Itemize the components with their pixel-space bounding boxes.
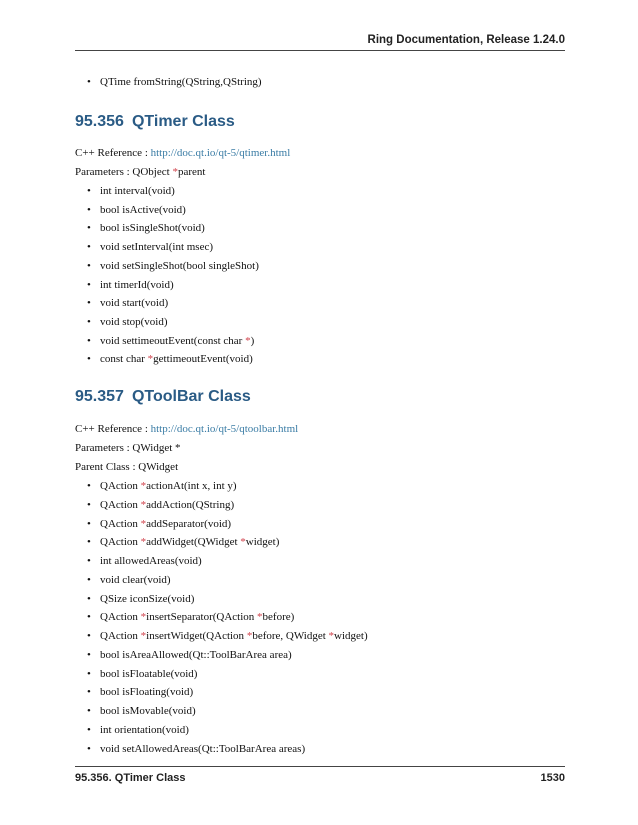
- parameters: Parameters : QObject *parent: [75, 166, 206, 178]
- method-item: • const char *gettimeoutEvent(void): [87, 353, 253, 366]
- method-item: • void stop(void): [87, 315, 168, 328]
- method-item: • QAction *addAction(QString): [87, 498, 235, 511]
- method-item: • bool isFloatable(void): [87, 667, 198, 680]
- method-item: • int allowedAreas(void): [87, 555, 202, 567]
- reference-label: C++ Reference :: [75, 423, 151, 435]
- method-item: • QAction *insertWidget(QAction *before, QWidget *widget): [87, 630, 368, 642]
- section-heading-qtoolbar: [75, 388, 251, 406]
- method-item: • QSize iconSize(void): [87, 592, 195, 605]
- reference-label: C++ Reference :: [75, 147, 151, 159]
- method-item: • bool isAreaAllowed(Qt::ToolBarArea area): [87, 648, 292, 661]
- method-item: • void start(void): [87, 297, 169, 310]
- method-item: • bool isMovable(void): [87, 705, 196, 717]
- page-number: 1530: [540, 772, 565, 784]
- method-item: • QAction *addWidget(QWidget *widget): [87, 536, 280, 549]
- method-item: • int timerId(void): [87, 278, 174, 291]
- section-number: 95.356: [75, 113, 124, 130]
- method-item: • void setInterval(int msec): [87, 241, 214, 254]
- page-footer: [75, 766, 565, 787]
- method-item: • int interval(void): [87, 185, 175, 197]
- reference-link[interactable]: http://doc.qt.io/qt-5/qtoolbar.html: [150, 423, 299, 435]
- reference-link[interactable]: http://doc.qt.io/qt-5/qtimer.html: [150, 147, 291, 159]
- method-item: • void clear(void): [87, 573, 171, 586]
- section-title: QToolBar Class: [131, 388, 251, 405]
- method-item: • int orientation(void): [87, 723, 189, 736]
- method-item: • bool isActive(void): [87, 203, 186, 216]
- parameters: Parameters : QWidget *: [75, 442, 181, 454]
- method-item: • QAction *insertSeparator(QAction *before): [87, 611, 295, 624]
- page-header: [75, 30, 565, 51]
- section-number: 95.357: [75, 388, 124, 405]
- method-item: • void setAllowedAreas(Qt::ToolBarArea areas): [87, 742, 306, 755]
- list-item-text: QTime fromString(QString,QString): [100, 76, 262, 88]
- section-heading-qtimer: [75, 113, 235, 131]
- method-item: • bool isFloating(void): [87, 686, 194, 699]
- method-item: • QAction *actionAt(int x, int y): [87, 480, 237, 492]
- section-title: QTimer Class: [131, 113, 235, 130]
- method-item: • void setSingleShot(bool singleShot): [87, 259, 259, 272]
- method-item: • void settimeoutEvent(const char *): [87, 334, 255, 347]
- parent-class: Parent Class : QWidget: [75, 461, 179, 473]
- list-item: • QTime fromString(QString,QString): [87, 76, 262, 88]
- cpp-reference: [75, 147, 290, 160]
- footer-section: 95.356. QTimer Class: [75, 772, 186, 784]
- method-item: • QAction *addSeparator(void): [87, 517, 232, 530]
- method-item: • bool isSingleShot(void): [87, 222, 205, 235]
- cpp-reference: [75, 423, 298, 436]
- header-title: Ring Documentation, Release 1.24.0: [367, 34, 565, 46]
